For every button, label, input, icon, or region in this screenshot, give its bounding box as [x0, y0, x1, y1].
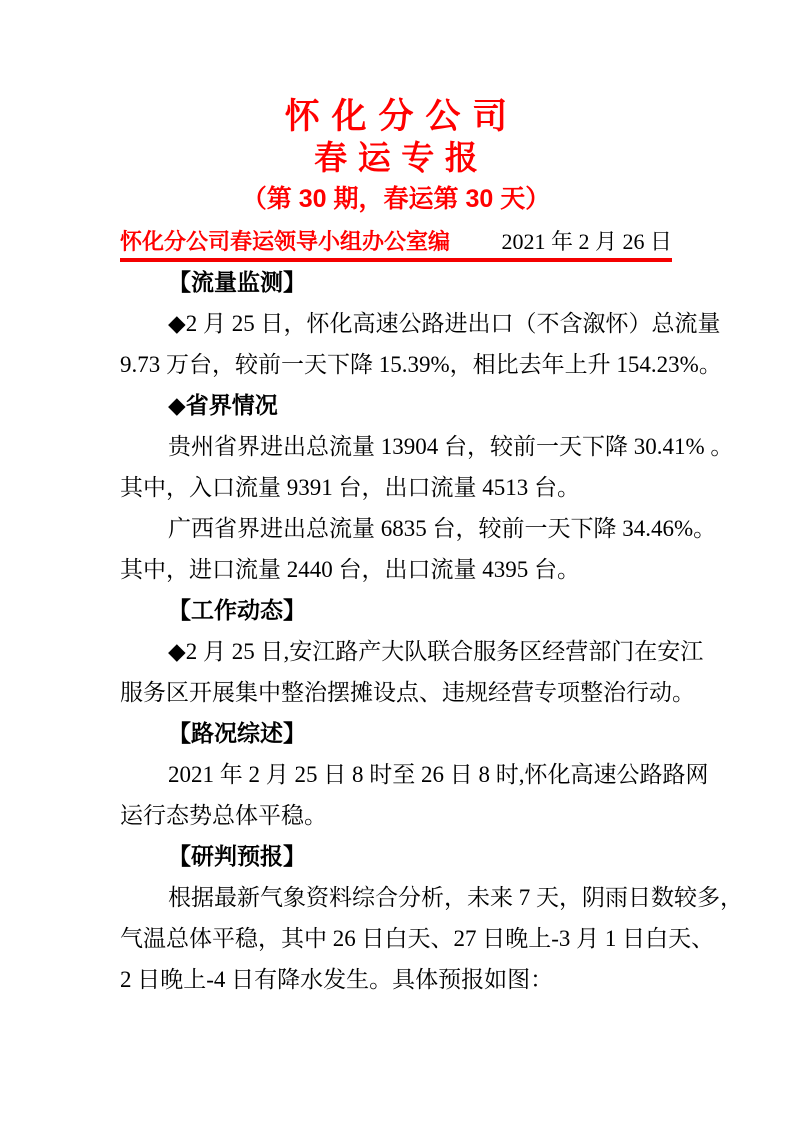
page-title: 怀化分公司 — [284, 97, 520, 136]
section-heading-work-updates: 【工作动态】 — [168, 597, 306, 623]
meta-row — [120, 229, 672, 255]
body-line: 气温总体平稳，其中 26 日白天、27 日晚上-3 月 1 日白天、 — [120, 926, 715, 951]
page-subtitle: 春运专报 — [314, 139, 489, 176]
body-line: 根据最新气象资料综合分析，未来 7 天，阴雨日数较多， — [168, 885, 743, 910]
body-line: 广西省界进出总流量 6835 台，较前一天下降 34.46%。 — [168, 516, 717, 541]
section-heading-road-summary: 【路况综述】 — [168, 720, 306, 746]
body-line: 其中，入口流量 9391 台，出口流量 4513 台。 — [120, 475, 580, 500]
body-line: 服务区开展集中整治摆摊设点、违规经营专项整治行动。 — [120, 680, 695, 705]
report-body — [120, 262, 743, 1000]
document-content — [120, 97, 743, 1000]
body-line: ◆2 月 25 日,安江路产大队联合服务区经营部门在安江 — [168, 639, 704, 664]
body-line: 其中，进口流量 2440 台，出口流量 4395 台。 — [120, 557, 580, 582]
section-heading-traffic-monitor: 【流量监测】 — [168, 269, 306, 295]
editor-label: 怀化分公司春运领导小组办公室编 — [120, 229, 451, 254]
issue-number: （第 30 期，春运第 30 天） — [241, 185, 551, 213]
body-line: 运行态势总体平稳。 — [120, 803, 327, 828]
subsection-heading-province-border: ◆省界情况 — [168, 392, 278, 418]
body-line: 9.73 万台，较前一天下降 15.39%，相比去年上升 154.23%。 — [120, 352, 722, 377]
body-line: 2021 年 2 月 25 日 8 时至 26 日 8 时,怀化高速公路路网 — [168, 762, 709, 787]
body-line: ◆2 月 25 日，怀化高速公路进出口（不含溆怀）总流量 — [168, 311, 721, 336]
section-heading-forecast: 【研判预报】 — [168, 843, 306, 869]
body-line: 贵州省界进出总流量 13904 台，较前一天下降 30.41% 。 — [168, 434, 734, 459]
publish-date: 2021 年 2 月 26 日 — [501, 229, 672, 254]
body-line: 2 日晚上-4 日有降水发生。具体预报如图： — [120, 967, 554, 992]
